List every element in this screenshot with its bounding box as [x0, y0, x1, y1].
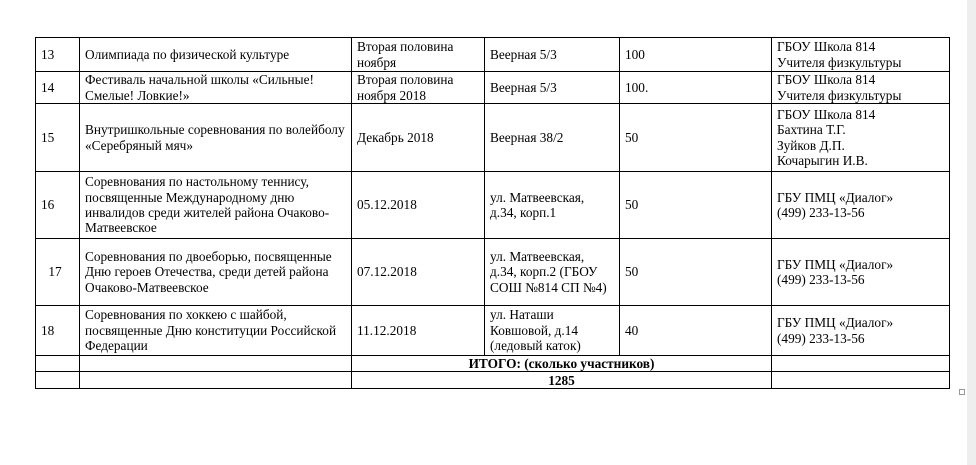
- totals-label: ИТОГО: (сколько участников): [352, 356, 772, 372]
- event-name: Соревнования по двоеборью, посвященные Дню героев Отечества, среди детей района Очаково-Матвеевское: [80, 239, 352, 306]
- participants-count: 50: [620, 104, 772, 172]
- empty-cell: [36, 372, 80, 389]
- organizer-line: (499) 233-13-56: [777, 205, 865, 220]
- row-number: 15: [36, 104, 80, 172]
- event-name: Внутришкольные соревнования по волейболу «Серебряный мяч»: [80, 104, 352, 172]
- participants-count: 40: [620, 306, 772, 356]
- totals-value: 1285: [352, 372, 772, 389]
- organizer-line: ГБУ ПМЦ «Диалог»: [777, 189, 894, 205]
- event-date: Вторая половина ноября: [352, 38, 485, 72]
- table-row: [36, 239, 950, 306]
- participants-count: 100.: [620, 72, 772, 104]
- events-table: [35, 37, 950, 389]
- organizer: [772, 72, 950, 104]
- organizer-line: (499) 233-13-56: [777, 272, 865, 287]
- event-date: 07.12.2018: [352, 239, 485, 306]
- table-row: [36, 72, 950, 104]
- organizer-line: ГБОУ Школа 814: [777, 39, 876, 55]
- organizer: [772, 172, 950, 239]
- organizer: [772, 239, 950, 306]
- row-number: 17: [36, 239, 80, 306]
- event-place: Веерная 5/3: [485, 72, 620, 104]
- empty-cell: [772, 356, 950, 372]
- table-row: [36, 104, 950, 172]
- empty-cell: [80, 372, 352, 389]
- organizer-line: ГБОУ Школа 814: [777, 72, 876, 88]
- table-resize-handle[interactable]: [959, 389, 965, 395]
- table-row: [36, 172, 950, 239]
- row-number: 16: [36, 172, 80, 239]
- window-edge: [967, 0, 976, 465]
- event-date: 11.12.2018: [352, 306, 485, 356]
- event-name: Соревнования по хоккею с шайбой, посвященные Дню конституции Российской Федерации: [80, 306, 352, 356]
- organizer-line: ГБУ ПМЦ «Диалог»: [777, 256, 894, 272]
- row-number: 14: [36, 72, 80, 104]
- row-number: 13: [36, 38, 80, 72]
- event-place: Веерная 38/2: [485, 104, 620, 172]
- participants-count: 100: [620, 38, 772, 72]
- participants-count: 50: [620, 172, 772, 239]
- organizer-line: Зуйков Д.П.: [777, 137, 845, 153]
- organizer-line: Кочарыгин И.В.: [777, 152, 868, 168]
- table-row: [36, 38, 950, 72]
- organizer: [772, 306, 950, 356]
- event-date: Декабрь 2018: [352, 104, 485, 172]
- event-place: ул. Матвеевская, д.34, корп.2 (ГБОУ СОШ №814 СП №4): [485, 239, 620, 306]
- event-date: 05.12.2018: [352, 172, 485, 239]
- empty-cell: [36, 356, 80, 372]
- table-row: [36, 306, 950, 356]
- event-name: Соревнования по настольному теннису, посвященные Международному дню инвалидов среди жителей района Очаково-Матвеевское: [80, 172, 352, 239]
- organizer: [772, 104, 950, 172]
- event-name: Фестиваль начальной школы «Сильные! Смелые! Ловкие!»: [80, 72, 352, 104]
- participants-count: 50: [620, 239, 772, 306]
- totals-label-row: [36, 356, 950, 372]
- event-place: Веерная 5/3: [485, 38, 620, 72]
- row-number: 18: [36, 306, 80, 356]
- organizer-line: Бахтина Т.Г.: [777, 122, 846, 138]
- empty-cell: [772, 372, 950, 389]
- event-date: Вторая половина ноября 2018: [352, 72, 485, 104]
- totals-value-row: [36, 372, 950, 389]
- organizer-line: Учителя физкультуры: [777, 87, 902, 103]
- organizer: [772, 38, 950, 72]
- organizer-line: (499) 233-13-56: [777, 330, 865, 346]
- event-place: ул. Матвеевская, д.34, корп.1: [485, 172, 620, 239]
- organizer-line: ГБОУ Школа 814: [777, 106, 876, 122]
- event-name: Олимпиада по физической культуре: [80, 38, 352, 72]
- empty-cell: [80, 356, 352, 372]
- organizer-line: Учителя физкультуры: [777, 54, 902, 70]
- event-place: ул. Наташи Ковшовой, д.14 (ледовый каток): [485, 306, 620, 356]
- organizer-line: ГБУ ПМЦ «Диалог»: [777, 315, 894, 331]
